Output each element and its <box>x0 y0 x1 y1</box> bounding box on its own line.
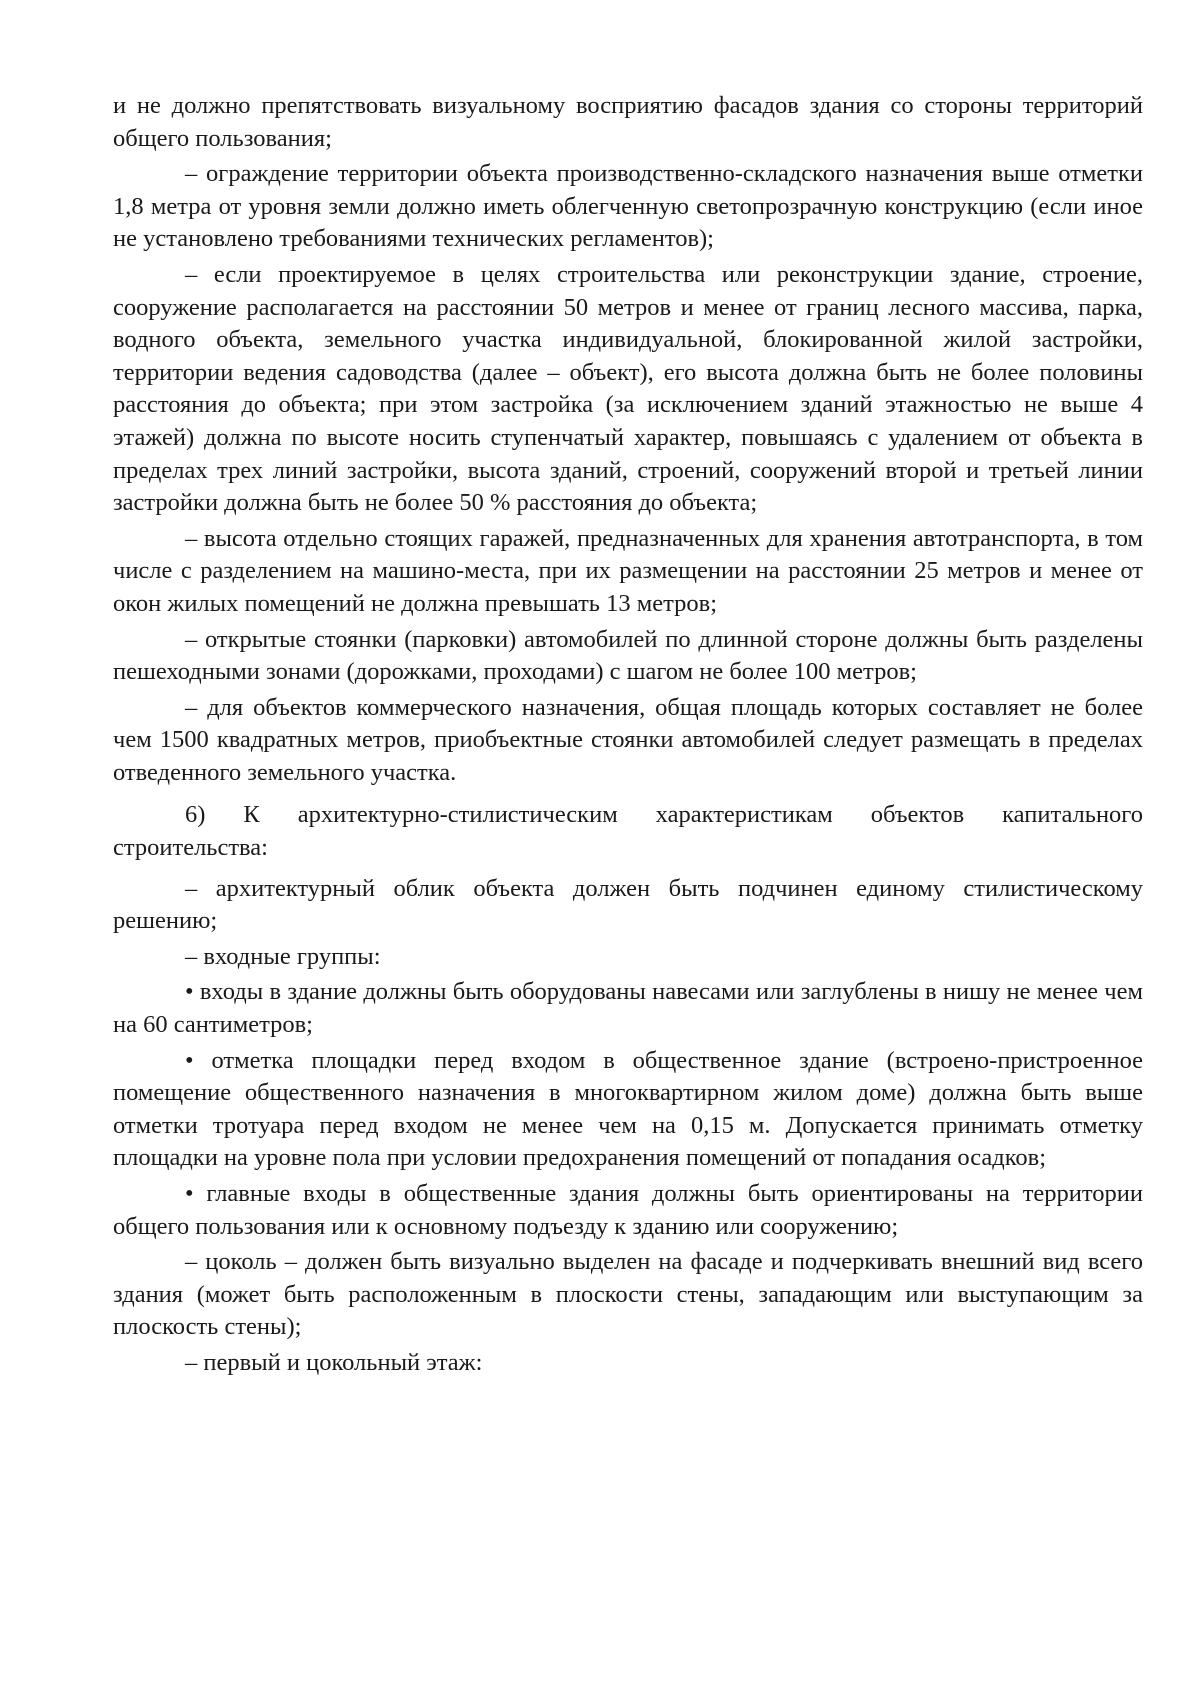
bullet-main-entrances-orientation: • главные входы в общественные здания должны быть ориентированы на территории общего пользования или к основному подъезду к зданию или сооружению; <box>113 1180 1143 1240</box>
paragraph-architectural-appearance: – архитектурный облик объекта должен быть подчинен единому стилистическому решению; <box>113 874 1143 935</box>
paragraph-section-6-heading: 6) К архитектурно-стилистическим характеристикам объектов капитального строительства: <box>113 801 1143 862</box>
paragraph-fence-visibility-continuation: и не должно препятствовать визуальному восприятию фасадов здания со стороны территорий общего пользования; <box>113 92 1143 152</box>
bullet-entrance-platform-level: • отметка площадки перед входом в общественное здание (встроено-пристроенное помещение общественного назначения в многоквартирном жилом доме) должна быть выше отметки тротуара перед входом не менее чем на 0,15 м. Допускается принимать отметку площадки на уровне пола при условии предохранения помещений от попадания осадков; <box>113 1046 1143 1172</box>
paragraph-open-parking: – открытые стоянки (парковки) автомобилей по длинной стороне должны быть разделены пешеходными зонами (дорожками, проходами) с шагом не более 100 метров; <box>113 625 1143 686</box>
paragraph-first-and-basement-floor: – первый и цокольный этаж: <box>185 1348 483 1376</box>
paragraph-fence-industrial: – ограждение территории объекта производственно-складского назначения выше отметки 1,8 метра от уровня земли должно иметь облегченную светопрозрачную конструкцию (если иное не установлено требованиями технических регламентов); <box>113 160 1143 253</box>
paragraph-commercial-parking: – для объектов коммерческого назначения, общая площадь которых составляет не более чем 1500 квадратных метров, приобъектные стоянки автомобилей следует размещать в пределах отведенного земельного участка. <box>113 693 1143 786</box>
document-page <box>113 90 1143 1380</box>
paragraph-plinth: – цоколь – должен быть визуально выделен на фасаде и подчеркивать внешний вид всего здания (может быть расположенным в плоскости стены, западающим или выступающим за плоскость стены); <box>113 1248 1143 1341</box>
bullet-entrance-canopies: • входы в здание должны быть оборудованы навесами или заглублены в нишу не менее чем на 60 сантиметров; <box>113 978 1143 1039</box>
paragraph-entrance-groups: – входные группы: <box>185 942 381 970</box>
paragraph-building-height-near-object: – если проектируемое в целях строительства или реконструкции здание, строение, сооружение располагается на расстоянии 50 метров и менее от границ лесного массива, парка, водного объекта, земельного участка индивидуальной, блокированной жилой застройки, территории ведения садоводства (далее – объект), его высота должна быть не более половины расстояния до объекта; при этом застройка (за исключением зданий этажностью не выше 4 этажей) должна по высоте носить ступенчатый характер, повышаясь с удалением от объекта в пределах трех линий застройки, высота зданий, строений, сооружений второй и третьей линии застройки должна быть не более 50 % расстояния до объекта; <box>113 260 1143 517</box>
paragraph-garage-height: – высота отдельно стоящих гаражей, предназначенных для хранения автотранспорта, в том числе с разделением на машино-места, при их размещении на расстоянии 25 метров и менее от окон жилых помещений не должна превышать 13 метров; <box>113 524 1143 617</box>
